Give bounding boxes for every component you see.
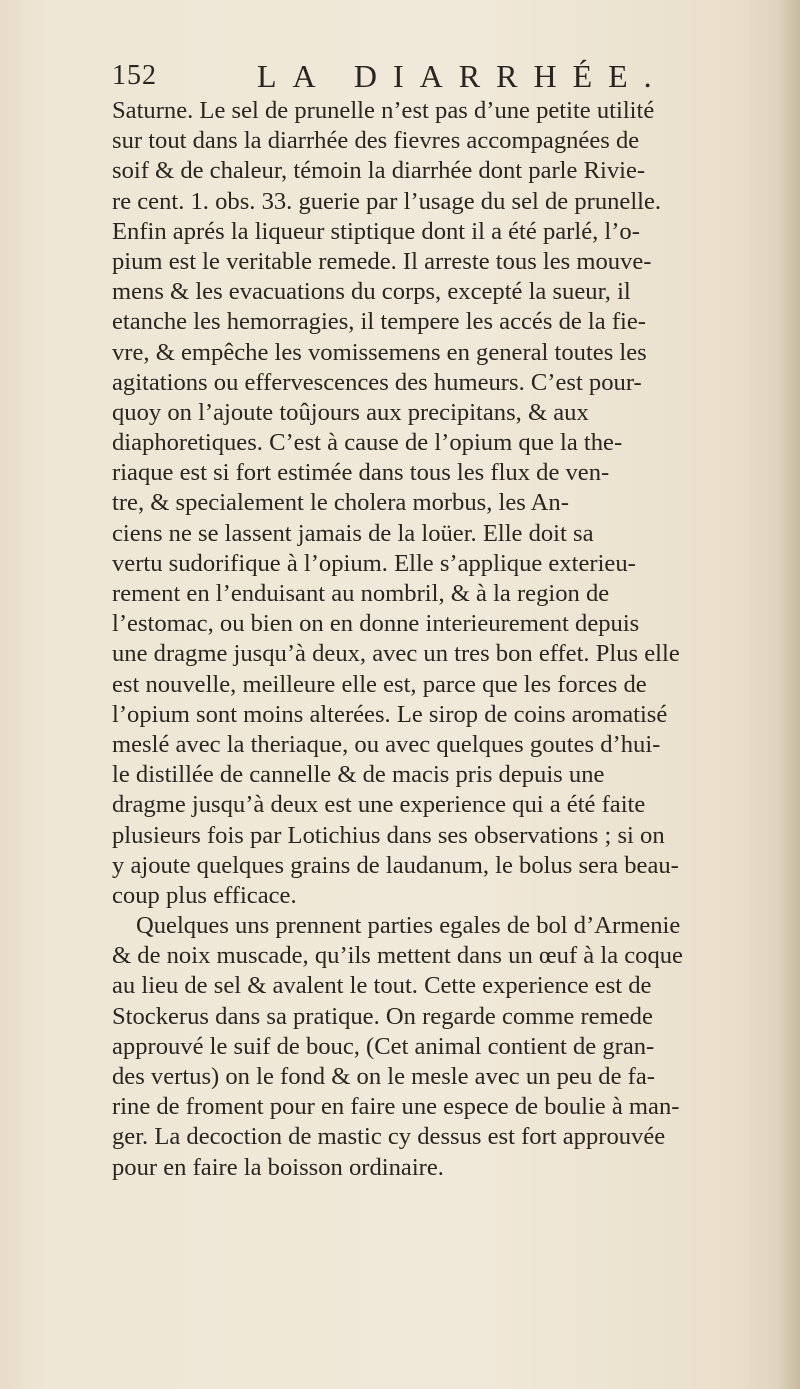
body-text (112, 96, 770, 1185)
text-line: quoy on l’ajoute toûjours aux precipitans, & aux (112, 398, 589, 426)
page-number: 152 (112, 60, 157, 91)
text-line: plusieurs fois par Lotichius dans ses observations ; si on (112, 821, 665, 849)
text-line: riaque est si fort estimée dans tous les flux de ven- (112, 459, 610, 487)
text-line: & de noix muscade, qu’ils mettent dans un œuf à la coque (112, 942, 683, 970)
text-line: rement en l’enduisant au nombril, & à la region de (112, 580, 610, 607)
text-line: diaphoretiques. C’est à cause de l’opium que la the- (112, 429, 623, 457)
text-line: mens & les evacuations du corps, excepté la sueur, il (112, 278, 631, 306)
text-line: vertu sudorifique à l’opium. Elle s’applique exterieu- (112, 549, 636, 577)
text-line: etanche les hemorragies, il tempere les accés de la fie- (112, 308, 646, 336)
text-line: pour en faire la boisson ordinaire. (112, 1153, 444, 1181)
text-line: re cent. 1. obs. 33. guerie par l’usage du sel de prunelle. (112, 187, 662, 215)
text-line: au lieu de sel & avalent le tout. Cette experience est de (112, 972, 652, 1000)
page-edge-shadow (778, 0, 800, 1389)
text-line: sur tout dans la diarrhée des fievres accompagnées de (112, 127, 640, 155)
text-line: est nouvelle, meilleure elle est, parce que les forces de (112, 670, 647, 698)
running-title: LA DIARRHÉE. (257, 58, 668, 94)
text-line: rine de froment pour en faire une espece de boulie à man- (112, 1093, 680, 1121)
text-line: l’opium sont moins alterées. Le sirop de coins aromatisé (112, 700, 668, 728)
text-line: vre, & empêche les vomissemens en general toutes les (112, 338, 647, 366)
text-line: dragme jusqu’à deux est une experience qui a été faite (112, 791, 646, 819)
text-line: pium est le veritable remede. Il arreste tous les mouve- (112, 247, 652, 275)
text-line: des vertus) on le fond & on le mesle avec un peu de fa- (112, 1063, 655, 1090)
text-line: Saturne. Le sel de prunelle n’est pas d’une petite utilité (112, 97, 655, 124)
text-line: l’estomac, ou bien on en donne interieurement depuis (112, 610, 640, 638)
text-line: approuvé le suif de bouc, (Cet animal contient de gran- (112, 1032, 655, 1060)
text-line: Quelques uns prennent parties egales de bol d’Armenie (136, 912, 681, 940)
text-line: le distillée de cannelle & de macis pris depuis une (112, 761, 605, 789)
page-header (112, 58, 762, 98)
text-line: meslé avec la theriaque, ou avec quelques goutes d’hui- (112, 730, 661, 758)
text-line: ger. La decoction de mastic cy dessus est fort approuvée (112, 1123, 666, 1151)
text-line: coup plus efficace. (112, 881, 297, 909)
text-line: Stockerus dans sa pratique. On regarde comme remede (112, 1002, 653, 1030)
text-line: une dragme jusqu’à deux, avec un tres bon effet. Plus elle (112, 640, 680, 668)
text-line: y ajoute quelques grains de laudanum, le bolus sera beau- (112, 851, 679, 879)
text-line: ciens ne se lassent jamais de la loüer. Elle doit sa (112, 519, 594, 547)
text-line: agitations ou effervescences des humeurs. C’est pour- (112, 368, 642, 396)
text-line: tre, & specialement le cholera morbus, les An- (112, 489, 569, 517)
text-line: Enfin aprés la liqueur stiptique dont il a été parlé, l’o- (112, 217, 640, 245)
text-line: soif & de chaleur, témoin la diarrhée dont parle Rivie- (112, 157, 646, 185)
